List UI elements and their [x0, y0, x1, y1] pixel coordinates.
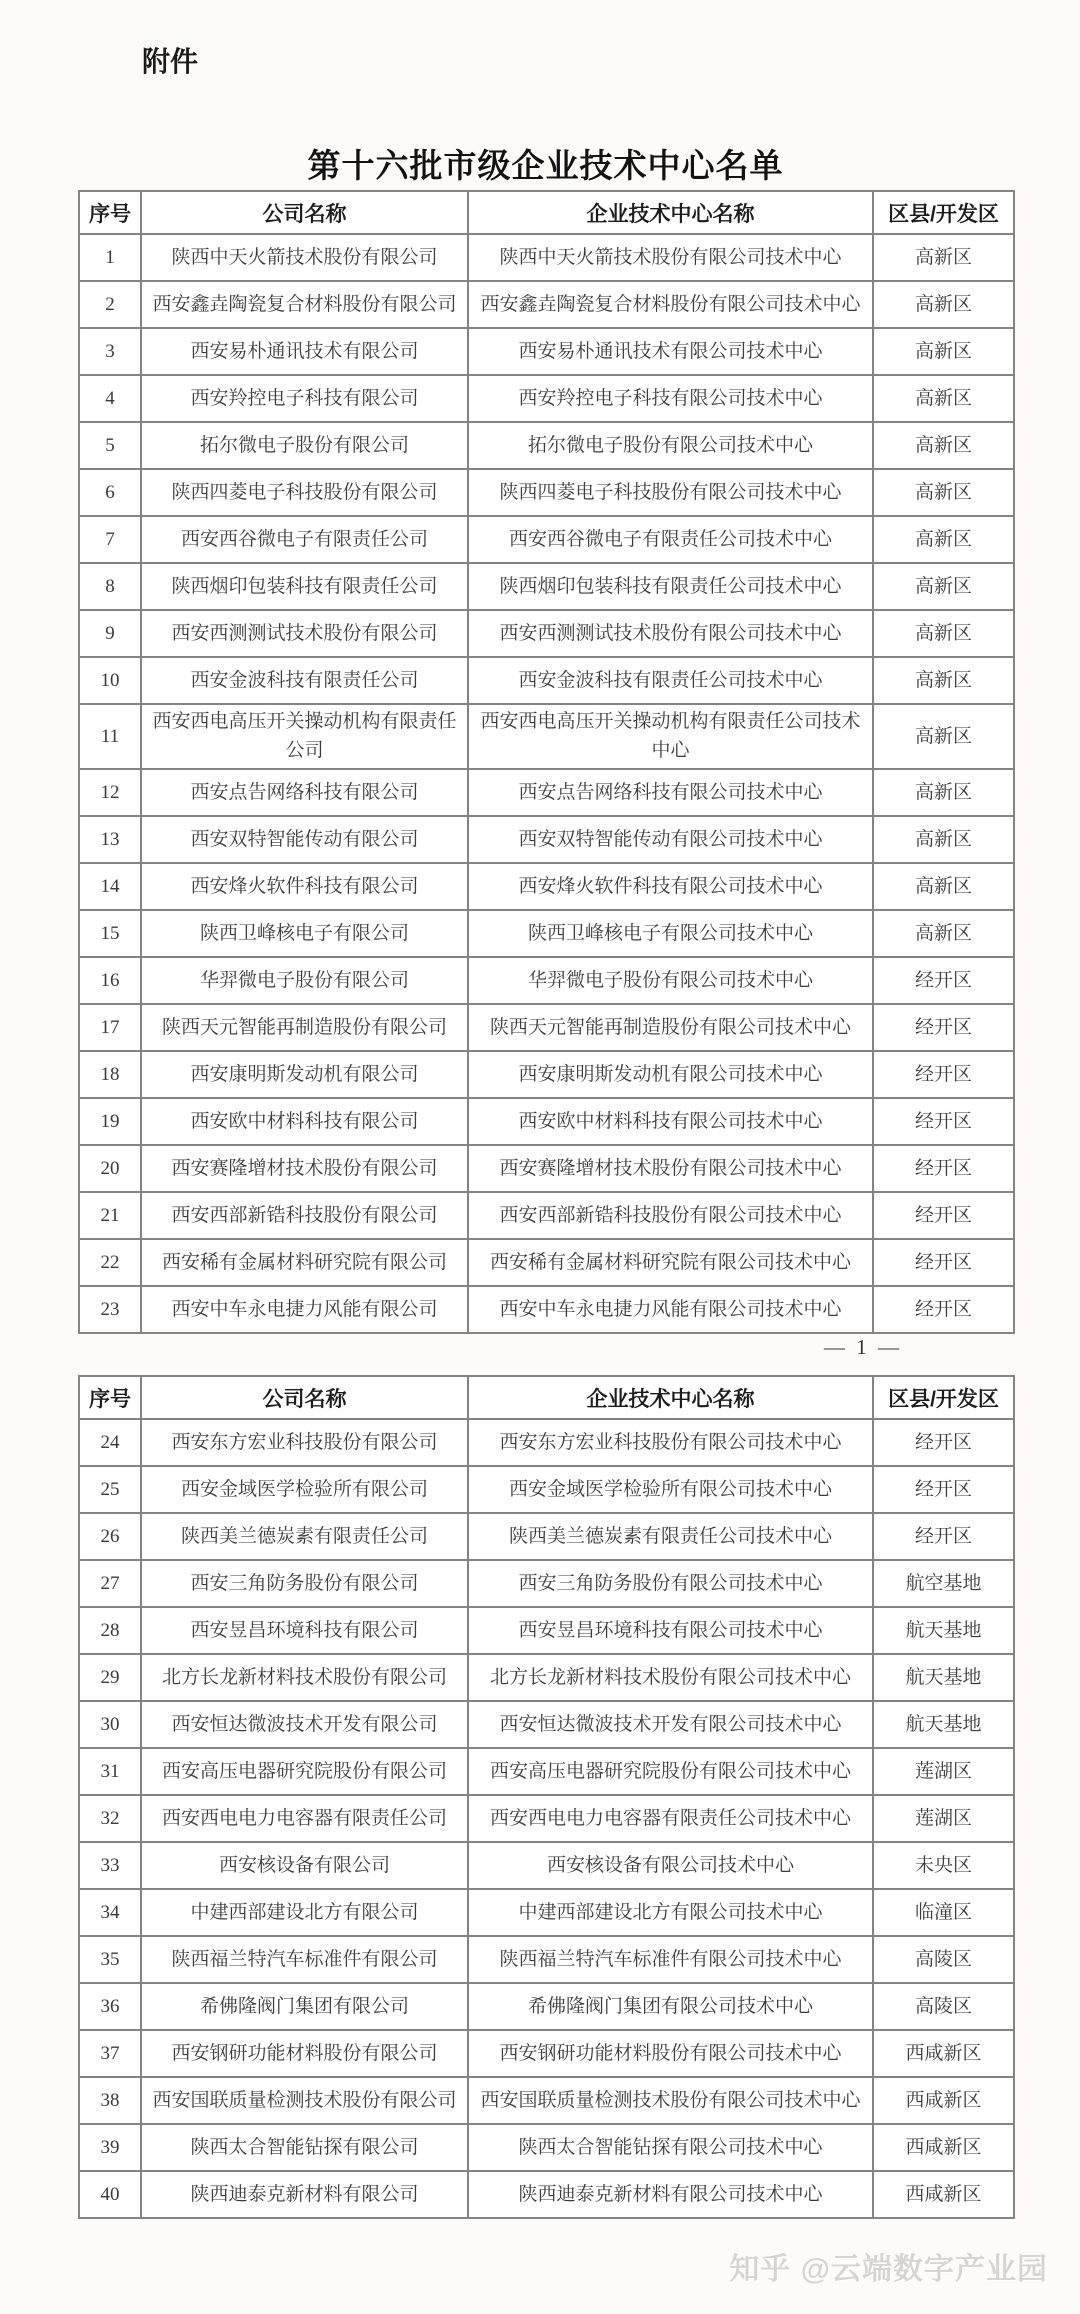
serial-number-cell: 39 — [79, 2124, 141, 2171]
company-name-cell: 西安东方宏业科技股份有限公司 — [141, 1419, 468, 1466]
tech-center-name-cell: 西安鑫垚陶瓷复合材料股份有限公司技术中心 — [468, 281, 873, 328]
table-row — [79, 1748, 1014, 1795]
tech-center-name-cell: 陕西卫峰核电子有限公司技术中心 — [468, 910, 873, 957]
table-row — [79, 469, 1014, 516]
district-cell: 高新区 — [873, 910, 1014, 957]
table-row — [79, 1239, 1014, 1286]
tech-center-name-cell: 西安西部新锆科技股份有限公司技术中心 — [468, 1192, 873, 1239]
district-cell: 高新区 — [873, 657, 1014, 704]
tech-center-name-cell: 拓尔微电子股份有限公司技术中心 — [468, 422, 873, 469]
page-title: 第十六批市级企业技术中心名单 — [307, 147, 784, 184]
serial-number-cell: 3 — [79, 328, 141, 375]
serial-number-cell: 4 — [79, 375, 141, 422]
serial-number-cell: 29 — [79, 1654, 141, 1701]
tech-center-name-cell: 西安点告网络科技有限公司技术中心 — [468, 769, 873, 816]
serial-number-cell: 30 — [79, 1701, 141, 1748]
company-name-cell: 陕西烟印包装科技有限责任公司 — [141, 563, 468, 610]
company-name-cell: 拓尔微电子股份有限公司 — [141, 422, 468, 469]
table-row — [79, 1560, 1014, 1607]
table-row — [79, 1654, 1014, 1701]
column-header: 区县/开发区 — [873, 191, 1014, 234]
company-name-cell: 西安金波科技有限责任公司 — [141, 657, 468, 704]
serial-number-cell: 9 — [79, 610, 141, 657]
district-cell: 高新区 — [873, 328, 1014, 375]
serial-number-cell: 40 — [79, 2171, 141, 2218]
district-cell: 航空基地 — [873, 1560, 1014, 1607]
table-row — [79, 769, 1014, 816]
tech-center-name-cell: 中建西部建设北方有限公司技术中心 — [468, 1889, 873, 1936]
district-cell: 经开区 — [873, 1466, 1014, 1513]
column-header: 公司名称 — [141, 191, 468, 234]
serial-number-cell: 25 — [79, 1466, 141, 1513]
company-name-cell: 西安稀有金属材料研究院有限公司 — [141, 1239, 468, 1286]
district-cell: 经开区 — [873, 1239, 1014, 1286]
column-header: 公司名称 — [141, 1376, 468, 1419]
table-row — [79, 957, 1014, 1004]
serial-number-cell: 35 — [79, 1936, 141, 1983]
tech-center-name-cell: 陕西中天火箭技术股份有限公司技术中心 — [468, 234, 873, 281]
company-name-cell: 西安高压电器研究院股份有限公司 — [141, 1748, 468, 1795]
tech-center-name-cell: 西安中车永电捷力风能有限公司技术中心 — [468, 1286, 873, 1333]
serial-number-cell: 8 — [79, 563, 141, 610]
district-cell: 高新区 — [873, 422, 1014, 469]
district-cell: 高新区 — [873, 863, 1014, 910]
company-name-cell: 希佛隆阀门集团有限公司 — [141, 1983, 468, 2030]
serial-number-cell: 12 — [79, 769, 141, 816]
company-name-cell: 西安三角防务股份有限公司 — [141, 1560, 468, 1607]
serial-number-cell: 23 — [79, 1286, 141, 1333]
table-row — [79, 422, 1014, 469]
tech-center-name-cell: 西安稀有金属材料研究院有限公司技术中心 — [468, 1239, 873, 1286]
table-row — [79, 375, 1014, 422]
table-row — [79, 234, 1014, 281]
company-name-cell: 陕西美兰德炭素有限责任公司 — [141, 1513, 468, 1560]
district-cell: 经开区 — [873, 1004, 1014, 1051]
table-row — [79, 1607, 1014, 1654]
company-name-cell: 西安烽火软件科技有限公司 — [141, 863, 468, 910]
company-name-cell: 陕西迪泰克新材料有限公司 — [141, 2171, 468, 2218]
tech-center-name-cell: 陕西天元智能再制造股份有限公司技术中心 — [468, 1004, 873, 1051]
serial-number-cell: 7 — [79, 516, 141, 563]
table-row — [79, 1983, 1014, 2030]
serial-number-cell: 20 — [79, 1145, 141, 1192]
district-cell: 高新区 — [873, 816, 1014, 863]
table-row — [79, 2124, 1014, 2171]
district-cell: 西咸新区 — [873, 2030, 1014, 2077]
company-name-cell: 西安羚控电子科技有限公司 — [141, 375, 468, 422]
tech-center-name-cell: 西安国联质量检测技术股份有限公司技术中心 — [468, 2077, 873, 2124]
table-row — [79, 1889, 1014, 1936]
tech-center-name-cell: 西安东方宏业科技股份有限公司技术中心 — [468, 1419, 873, 1466]
tech-center-name-cell: 陕西太合智能钻探有限公司技术中心 — [468, 2124, 873, 2171]
district-cell: 高新区 — [873, 704, 1014, 769]
tech-center-name-cell: 西安金波科技有限责任公司技术中心 — [468, 657, 873, 704]
tech-center-name-cell: 西安欧中材料科技有限公司技术中心 — [468, 1098, 873, 1145]
tech-center-name-cell: 西安钢研功能材料股份有限公司技术中心 — [468, 2030, 873, 2077]
company-name-cell: 陕西卫峰核电子有限公司 — [141, 910, 468, 957]
tech-center-name-cell: 西安西谷微电子有限责任公司技术中心 — [468, 516, 873, 563]
table-row — [79, 1004, 1014, 1051]
attachment-label: 附件 — [142, 46, 199, 77]
serial-number-cell: 36 — [79, 1983, 141, 2030]
tech-center-name-cell: 西安金域医学检验所有限公司技术中心 — [468, 1466, 873, 1513]
table-row — [79, 1419, 1014, 1466]
tech-center-name-cell: 华羿微电子股份有限公司技术中心 — [468, 957, 873, 1004]
company-name-cell: 西安西谷微电子有限责任公司 — [141, 516, 468, 563]
table-row — [79, 704, 1014, 769]
district-cell: 高新区 — [873, 234, 1014, 281]
district-cell: 经开区 — [873, 1419, 1014, 1466]
company-name-cell: 西安恒达微波技术开发有限公司 — [141, 1701, 468, 1748]
table-row — [79, 657, 1014, 704]
tech-center-name-cell: 希佛隆阀门集团有限公司技术中心 — [468, 1983, 873, 2030]
district-cell: 西咸新区 — [873, 2124, 1014, 2171]
district-cell: 莲湖区 — [873, 1795, 1014, 1842]
tech-center-name-cell: 西安三角防务股份有限公司技术中心 — [468, 1560, 873, 1607]
table-row — [79, 2077, 1014, 2124]
tech-center-table-page1 — [78, 190, 1015, 1334]
serial-number-cell: 2 — [79, 281, 141, 328]
table-header-row — [79, 191, 1014, 234]
page-number: — 1 — — [824, 1335, 902, 1359]
table-row — [79, 610, 1014, 657]
district-cell: 经开区 — [873, 1286, 1014, 1333]
column-header: 序号 — [79, 191, 141, 234]
serial-number-cell: 18 — [79, 1051, 141, 1098]
table-row — [79, 563, 1014, 610]
table-row — [79, 1145, 1014, 1192]
company-name-cell: 中建西部建设北方有限公司 — [141, 1889, 468, 1936]
district-cell: 高陵区 — [873, 1936, 1014, 1983]
table-row — [79, 1466, 1014, 1513]
district-cell: 航天基地 — [873, 1701, 1014, 1748]
tech-center-name-cell: 陕西四菱电子科技股份有限公司技术中心 — [468, 469, 873, 516]
serial-number-cell: 34 — [79, 1889, 141, 1936]
tech-center-name-cell: 西安烽火软件科技有限公司技术中心 — [468, 863, 873, 910]
tech-center-name-cell: 北方长龙新材料技术股份有限公司技术中心 — [468, 1654, 873, 1701]
company-name-cell: 西安昱昌环境科技有限公司 — [141, 1607, 468, 1654]
tech-center-name-cell: 西安昱昌环境科技有限公司技术中心 — [468, 1607, 873, 1654]
district-cell: 高新区 — [873, 281, 1014, 328]
table-row — [79, 1098, 1014, 1145]
company-name-cell: 陕西太合智能钻探有限公司 — [141, 2124, 468, 2171]
serial-number-cell: 14 — [79, 863, 141, 910]
table-row — [79, 1051, 1014, 1098]
company-name-cell: 西安赛隆增材技术股份有限公司 — [141, 1145, 468, 1192]
district-cell: 高新区 — [873, 375, 1014, 422]
table-row — [79, 516, 1014, 563]
company-name-cell: 陕西福兰特汽车标准件有限公司 — [141, 1936, 468, 1983]
serial-number-cell: 13 — [79, 816, 141, 863]
table-row — [79, 1936, 1014, 1983]
serial-number-cell: 5 — [79, 422, 141, 469]
district-cell: 经开区 — [873, 1098, 1014, 1145]
serial-number-cell: 19 — [79, 1098, 141, 1145]
serial-number-cell: 6 — [79, 469, 141, 516]
serial-number-cell: 22 — [79, 1239, 141, 1286]
tech-center-name-cell: 西安康明斯发动机有限公司技术中心 — [468, 1051, 873, 1098]
table-row — [79, 328, 1014, 375]
company-name-cell: 西安易朴通讯技术有限公司 — [141, 328, 468, 375]
company-name-cell: 西安康明斯发动机有限公司 — [141, 1051, 468, 1098]
table-row — [79, 1192, 1014, 1239]
table-row — [79, 1513, 1014, 1560]
table-row — [79, 863, 1014, 910]
tech-center-name-cell: 西安恒达微波技术开发有限公司技术中心 — [468, 1701, 873, 1748]
district-cell: 经开区 — [873, 1513, 1014, 1560]
company-name-cell: 西安国联质量检测技术股份有限公司 — [141, 2077, 468, 2124]
district-cell: 航天基地 — [873, 1607, 1014, 1654]
company-name-cell: 西安西电高压开关操动机构有限责任公司 — [141, 704, 468, 769]
company-name-cell: 西安钢研功能材料股份有限公司 — [141, 2030, 468, 2077]
district-cell: 高新区 — [873, 610, 1014, 657]
company-name-cell: 西安西电电力电容器有限责任公司 — [141, 1795, 468, 1842]
serial-number-cell: 11 — [79, 704, 141, 769]
serial-number-cell: 31 — [79, 1748, 141, 1795]
district-cell: 莲湖区 — [873, 1748, 1014, 1795]
tech-center-name-cell: 西安羚控电子科技有限公司技术中心 — [468, 375, 873, 422]
tech-center-name-cell: 西安西电电力电容器有限责任公司技术中心 — [468, 1795, 873, 1842]
serial-number-cell: 27 — [79, 1560, 141, 1607]
tech-center-name-cell: 陕西福兰特汽车标准件有限公司技术中心 — [468, 1936, 873, 1983]
serial-number-cell: 38 — [79, 2077, 141, 2124]
table-row — [79, 1701, 1014, 1748]
serial-number-cell: 24 — [79, 1419, 141, 1466]
table-row — [79, 816, 1014, 863]
tech-center-name-cell: 陕西美兰德炭素有限责任公司技术中心 — [468, 1513, 873, 1560]
column-header: 区县/开发区 — [873, 1376, 1014, 1419]
table-header-row — [79, 1376, 1014, 1419]
tech-center-name-cell: 西安西测测试技术股份有限公司技术中心 — [468, 610, 873, 657]
company-name-cell: 西安欧中材料科技有限公司 — [141, 1098, 468, 1145]
company-name-cell: 北方长龙新材料技术股份有限公司 — [141, 1654, 468, 1701]
district-cell: 经开区 — [873, 1051, 1014, 1098]
serial-number-cell: 32 — [79, 1795, 141, 1842]
company-name-cell: 陕西中天火箭技术股份有限公司 — [141, 234, 468, 281]
column-header: 企业技术中心名称 — [468, 191, 873, 234]
company-name-cell: 华羿微电子股份有限公司 — [141, 957, 468, 1004]
district-cell: 经开区 — [873, 1192, 1014, 1239]
company-name-cell: 西安鑫垚陶瓷复合材料股份有限公司 — [141, 281, 468, 328]
serial-number-cell: 26 — [79, 1513, 141, 1560]
table-row — [79, 281, 1014, 328]
district-cell: 高新区 — [873, 516, 1014, 563]
table-row — [79, 1795, 1014, 1842]
district-cell: 高陵区 — [873, 1983, 1014, 2030]
serial-number-cell: 37 — [79, 2030, 141, 2077]
tech-center-name-cell: 陕西烟印包装科技有限责任公司技术中心 — [468, 563, 873, 610]
company-name-cell: 西安双特智能传动有限公司 — [141, 816, 468, 863]
tech-center-name-cell: 西安赛隆增材技术股份有限公司技术中心 — [468, 1145, 873, 1192]
tech-center-table-page2 — [78, 1375, 1015, 2219]
table-row — [79, 910, 1014, 957]
company-name-cell: 西安西测测试技术股份有限公司 — [141, 610, 468, 657]
serial-number-cell: 1 — [79, 234, 141, 281]
company-name-cell: 陕西天元智能再制造股份有限公司 — [141, 1004, 468, 1051]
district-cell: 高新区 — [873, 563, 1014, 610]
company-name-cell: 西安西部新锆科技股份有限公司 — [141, 1192, 468, 1239]
serial-number-cell: 28 — [79, 1607, 141, 1654]
tech-center-name-cell: 西安高压电器研究院股份有限公司技术中心 — [468, 1748, 873, 1795]
company-name-cell: 西安点告网络科技有限公司 — [141, 769, 468, 816]
district-cell: 航天基地 — [873, 1654, 1014, 1701]
table-row — [79, 1842, 1014, 1889]
district-cell: 西咸新区 — [873, 2077, 1014, 2124]
district-cell: 西咸新区 — [873, 2171, 1014, 2218]
tech-center-name-cell: 西安双特智能传动有限公司技术中心 — [468, 816, 873, 863]
table-row — [79, 2171, 1014, 2218]
company-name-cell: 陕西四菱电子科技股份有限公司 — [141, 469, 468, 516]
table-row — [79, 1286, 1014, 1333]
district-cell: 临潼区 — [873, 1889, 1014, 1936]
column-header: 序号 — [79, 1376, 141, 1419]
column-header: 企业技术中心名称 — [468, 1376, 873, 1419]
district-cell: 高新区 — [873, 769, 1014, 816]
district-cell: 高新区 — [873, 469, 1014, 516]
table-row — [79, 2030, 1014, 2077]
serial-number-cell: 16 — [79, 957, 141, 1004]
tech-center-name-cell: 西安西电高压开关操动机构有限责任公司技术中心 — [468, 704, 873, 769]
company-name-cell: 西安中车永电捷力风能有限公司 — [141, 1286, 468, 1333]
serial-number-cell: 33 — [79, 1842, 141, 1889]
company-name-cell: 西安金域医学检验所有限公司 — [141, 1466, 468, 1513]
company-name-cell: 西安核设备有限公司 — [141, 1842, 468, 1889]
serial-number-cell: 17 — [79, 1004, 141, 1051]
tech-center-name-cell: 西安核设备有限公司技术中心 — [468, 1842, 873, 1889]
serial-number-cell: 21 — [79, 1192, 141, 1239]
district-cell: 未央区 — [873, 1842, 1014, 1889]
district-cell: 经开区 — [873, 957, 1014, 1004]
tech-center-name-cell: 陕西迪泰克新材料有限公司技术中心 — [468, 2171, 873, 2218]
tech-center-name-cell: 西安易朴通讯技术有限公司技术中心 — [468, 328, 873, 375]
watermark: 知乎 @云端数字产业园 — [729, 2253, 1048, 2286]
district-cell: 经开区 — [873, 1145, 1014, 1192]
serial-number-cell: 10 — [79, 657, 141, 704]
serial-number-cell: 15 — [79, 910, 141, 957]
